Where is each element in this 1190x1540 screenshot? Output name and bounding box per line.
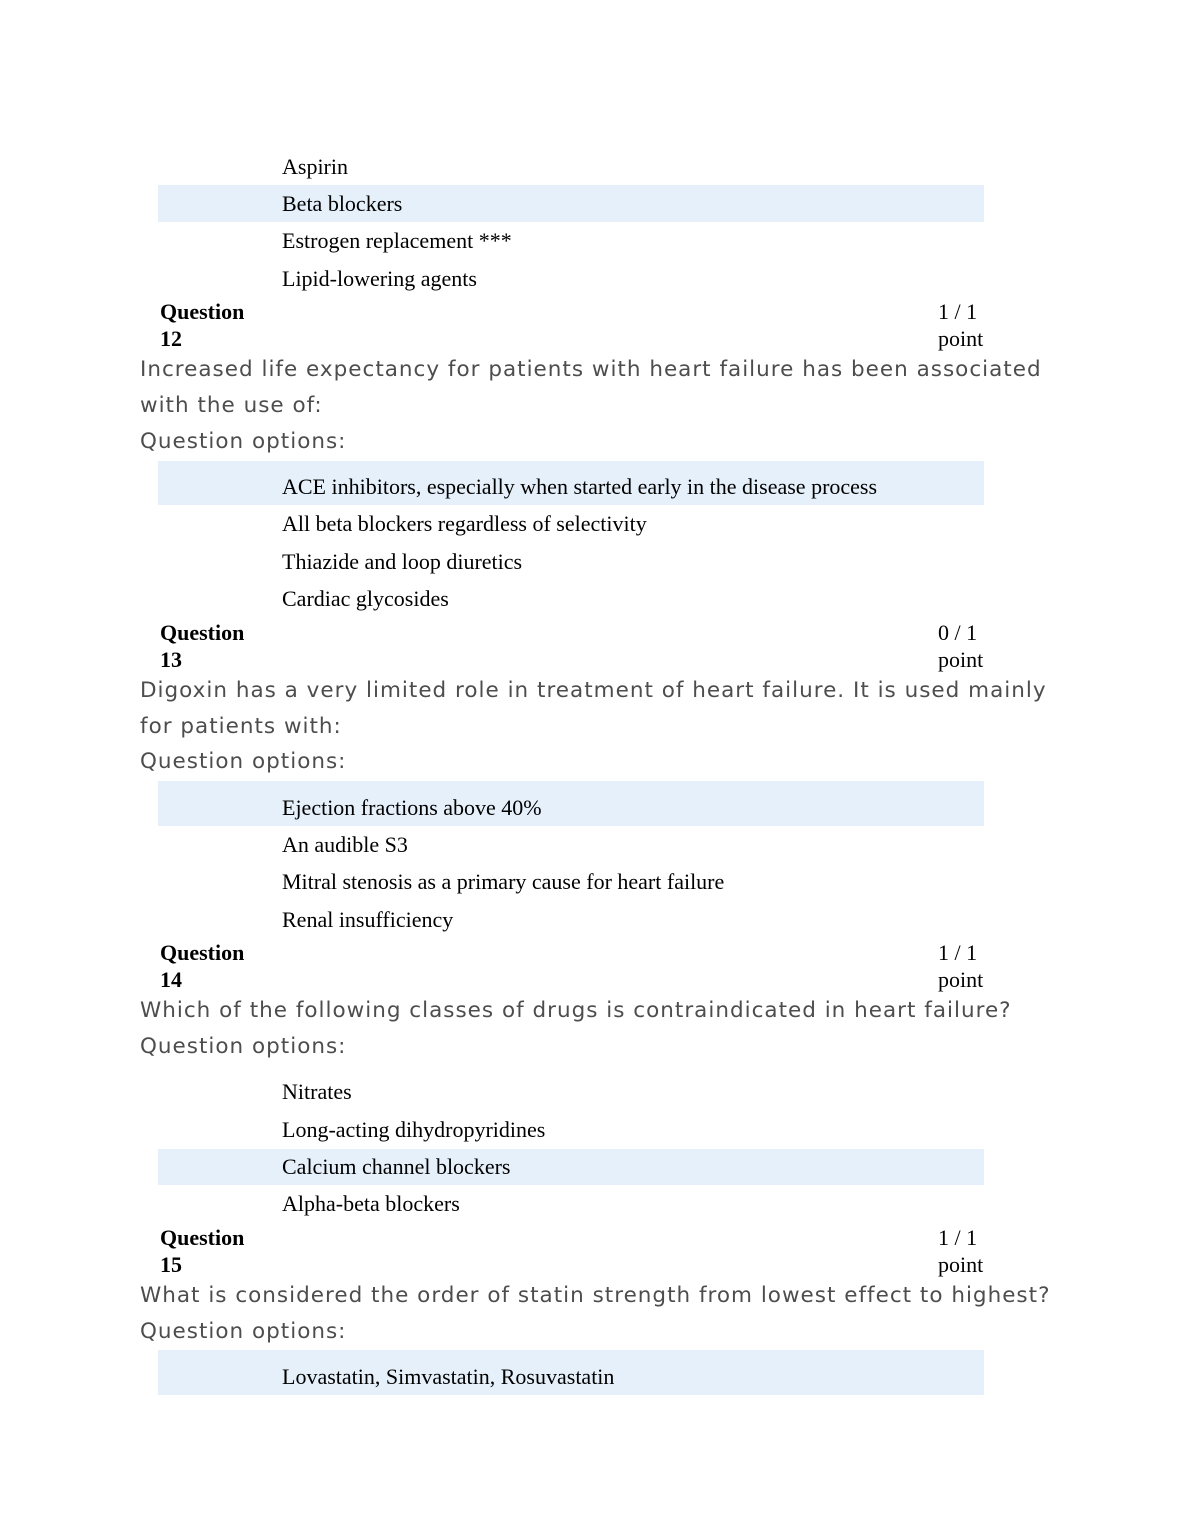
- option-text: Alpha-beta blockers: [282, 1191, 460, 1216]
- option-row[interactable]: [158, 262, 984, 296]
- option-row[interactable]: [158, 865, 984, 899]
- option-text: Lipid-lowering agents: [282, 266, 477, 291]
- option-text: Ejection fractions above 40%: [282, 795, 542, 820]
- option-row-selected[interactable]: [158, 1350, 984, 1395]
- option-text: An audible S3: [282, 832, 408, 857]
- option-text: Estrogen replacement ***: [282, 228, 512, 253]
- option-row-selected[interactable]: [158, 185, 984, 222]
- option-text: Thiazide and loop diuretics: [282, 549, 523, 574]
- option-row[interactable]: [158, 507, 984, 541]
- question-header: [160, 1224, 986, 1278]
- option-row[interactable]: [158, 582, 984, 616]
- option-row[interactable]: [158, 545, 984, 579]
- question-options-label: Question options:: [140, 1034, 347, 1059]
- option-text: ACE inhibitors, especially when started early in the disease process: [282, 474, 878, 499]
- question-number: Question 12: [160, 299, 245, 351]
- question-number: Question 13: [160, 620, 245, 672]
- option-row-selected[interactable]: [158, 781, 984, 826]
- option-text: Calcium channel blockers: [282, 1154, 511, 1179]
- question-prompt: Which of the following classes of drugs is contraindicated in heart failure?: [140, 998, 1012, 1023]
- question-options-label: Question options:: [140, 749, 347, 774]
- option-text: Renal insufficiency: [282, 907, 454, 932]
- question-prompt: Digoxin has a very limited role in treatment of heart failure. It is used mainly for patients with:: [140, 678, 1047, 739]
- option-text: Nitrates: [282, 1079, 352, 1104]
- question-score: 1 / 1 point: [938, 1225, 984, 1277]
- option-row[interactable]: [158, 224, 984, 258]
- option-row[interactable]: [158, 1075, 984, 1109]
- option-text: Lovastatin, Simvastatin, Rosuvastatin: [282, 1364, 615, 1389]
- option-row[interactable]: [158, 150, 984, 184]
- option-row[interactable]: [158, 828, 984, 862]
- question-header: [160, 298, 986, 352]
- question-prompt: Increased life expectancy for patients with heart failure has been associated with the use of:: [140, 357, 1042, 418]
- question-score: 1 / 1 point: [938, 299, 984, 351]
- question-header: [160, 939, 986, 993]
- option-row-selected[interactable]: [158, 1149, 984, 1185]
- question-prompt: What is considered the order of statin strength from lowest effect to highest?: [140, 1283, 1051, 1308]
- question-header: [160, 619, 986, 673]
- option-row[interactable]: [158, 903, 984, 937]
- option-row-selected[interactable]: [158, 461, 984, 505]
- option-text: Cardiac glycosides: [282, 586, 449, 611]
- question-number: Question 15: [160, 1225, 245, 1277]
- question-options-label: Question options:: [140, 1319, 347, 1344]
- option-text: Beta blockers: [282, 191, 403, 216]
- question-score: 0 / 1 point: [938, 620, 984, 672]
- option-row[interactable]: [158, 1187, 984, 1221]
- question-number: Question 14: [160, 940, 245, 992]
- question-options-label: Question options:: [140, 429, 347, 454]
- option-text: Mitral stenosis as a primary cause for heart failure: [282, 869, 725, 894]
- option-text: Long-acting dihydropyridines: [282, 1117, 546, 1142]
- option-row[interactable]: [158, 1113, 984, 1147]
- option-text: All beta blockers regardless of selectivity: [282, 511, 647, 536]
- option-text: Aspirin: [282, 154, 348, 179]
- question-score: 1 / 1 point: [938, 940, 984, 992]
